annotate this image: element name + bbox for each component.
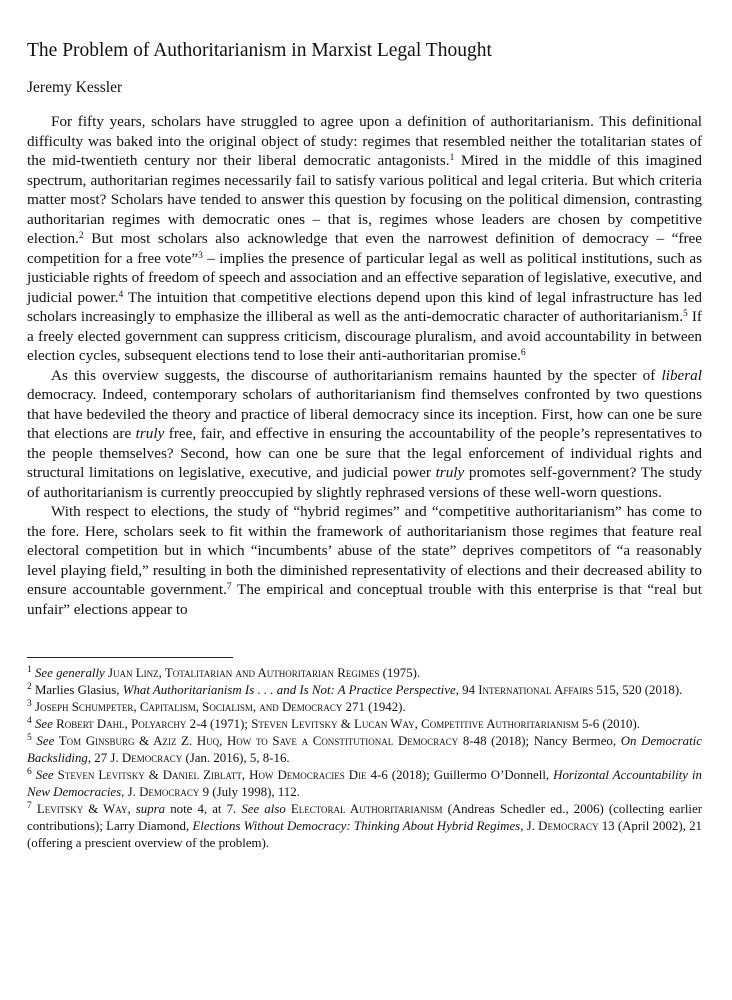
footnote-number: 3 [27, 699, 32, 709]
text-run: 8-48 (2018); Nancy Bermeo, [458, 734, 621, 748]
text-run: If a freely elected government can suppress criticism, discourage pluralism, and avoid accountability in between election cycles, subsequent elections tend to lose their anti-authoritarian promise. [27, 308, 702, 364]
text-run: 5-6 (2010). [578, 717, 640, 731]
footnote-7 [27, 801, 702, 852]
text-run: Electoral Authoritarianism [285, 802, 443, 816]
text-run: Mired in the middle of this imagined spectrum, authoritarian regimes necessarily fail to satisfy various political and legal criteria. But which criteria matter most? Scholars have tended to answer this question by focusing on the political dimension, contrasting authoritarian regimes with democratic ones – that is, regimes whose leaders are chosen by competitive election. [27, 152, 702, 247]
text-run: International Affairs [478, 683, 594, 697]
text-run: (Jan. 2016), 5, 8-16. [182, 751, 290, 765]
text-run: Robert Dahl, Polyarchy [52, 717, 187, 731]
emphasis: See [35, 768, 54, 782]
text-run: 13 (April 2002), 21 (offering a prescient overview of the problem). [27, 819, 702, 850]
text-run: – implies the presence of particular legal as well as political institutions, such as justiciable rights of freedom of speech and association and an effective separation of legislative, executive, and judicial power. [27, 249, 703, 306]
text-run: 2-4 (1971); [186, 717, 252, 731]
text-run: Steven Levitsky & Lucan Way, Competitive Authoritarianism [251, 717, 579, 731]
footnote-ref-6: 6 [520, 348, 526, 358]
text-run: The intuition that competitive elections depend upon this kind of legal infrastructure has led scholars increasingly to emphasize the illiberal as well as the anti-democratic character of authoritarianism. [27, 288, 702, 325]
emphasis: On Democratic Backsliding [27, 734, 702, 765]
emphasis: See also [241, 802, 286, 816]
footnote-number: 1 [27, 665, 32, 675]
footnote-number: 4 [27, 716, 32, 726]
footnote-2 [27, 682, 702, 699]
text-run: , J. [520, 819, 539, 833]
text-run: 9 (July 1998), 112. [199, 785, 300, 799]
emphasis: Elections Without Democracy: Thinking About Hybrid Regimes [192, 819, 521, 833]
text-run: As this overview suggests, the discourse of authoritarianism remains haunted by the specter of [51, 366, 662, 384]
body-text [27, 112, 702, 619]
emphasis: What Authoritarianism Is . . . and Is Not: A Practice Perspective [122, 683, 456, 697]
text-run: promotes self-government? The study of authoritarianism is currently preoccupied by slightly rephrased versions of these well-worn questions. [27, 464, 702, 501]
text-run: Steven Levitsky & Daniel Ziblatt, How Democracies Die [53, 768, 367, 782]
text-run: Juan Linz, Totalitarian and Authoritarian Regimes (1975). [104, 666, 421, 680]
footnote-4 [27, 716, 702, 733]
author-name: Jeremy Kessler [27, 79, 123, 96]
footnote-ref-4: 4 [118, 289, 124, 300]
emphasis: truly [435, 464, 465, 481]
footnote-ref-3: 3 [198, 250, 203, 261]
emphasis: See [36, 734, 55, 748]
text-run: With respect to elections, the study of “hybrid regimes” and “competitive authoritarianism” has come to the fore. Here, scholars seek to fit within the framework of authoritarianism those regimes that feature real electoral competition but in which “incumbents’ abuse of the state” deprives competitors of “a reasonably level playing field,” resulting in both the diminished representativity of elections and their decreased ability to ensure accountable government. [27, 503, 702, 598]
text-run: 4-6 (2018); Guillermo O’Donnell, [366, 768, 554, 782]
text-run: Marlies Glasius, [31, 683, 123, 697]
text-run: (Andreas Schedler ed., 2006) (collecting earlier contributions); Larry Diamond, [27, 802, 702, 833]
text-run: Levitsky & Way, [31, 802, 131, 816]
text-run: Democracy [139, 785, 200, 799]
footnote-6 [27, 767, 702, 801]
footnote-ref-1: 1 [449, 153, 455, 163]
footnote-number: 2 [27, 682, 32, 692]
emphasis: See [34, 717, 53, 731]
footnote-number: 6 [27, 767, 32, 777]
emphasis: liberal [661, 366, 702, 384]
text-run: note 4, at 7. [165, 802, 242, 816]
text-run: free, fair, and effective in ensuring the accountability of the people’s representatives to the people themselves? Second, how can one be sure that the legal enforcement of individual rights and structural limitations on legislative, executive, and judicial power [27, 425, 702, 481]
paper-title: The Problem of Authoritarianism in Marxist Legal Thought [27, 40, 492, 61]
footnotes [27, 665, 702, 852]
text-run: 515, 520 (2018). [593, 683, 683, 697]
text-run: democracy. Indeed, contemporary scholars of authoritarianism find themselves confronted by two questions that have bedeviled the theory and practice of liberal democracy since its inception. First, how can one be sure that elections are [27, 386, 702, 442]
text-run: Democracy [121, 751, 183, 765]
text-run: For fifty years, scholars have struggled to agree upon a definition of authoritarianism. This definitional difficulty was baked into the original object of study: regimes that resembled neither the totalitarian states of the mid-twentieth century nor their liberal democratic antagonists. [27, 113, 702, 169]
emphasis: See generally [34, 666, 105, 680]
footnote-number: 7 [27, 801, 32, 811]
footnote-number: 5 [27, 733, 32, 743]
text-run: , J. [121, 785, 140, 799]
text-run: The empirical and conceptual trouble with this enterprise is that “real but unfair” elections appear to [27, 581, 702, 618]
text-run: Tom Ginsburg & Aziz Z. Huq, How to Save a Constitutional Democracy [54, 734, 459, 748]
paragraph-1 [27, 112, 702, 366]
footnote-divider [27, 657, 233, 658]
footnote-ref-2: 2 [78, 231, 84, 241]
footnote-1 [27, 665, 702, 682]
paragraph-2 [27, 366, 702, 503]
footnote-5 [27, 733, 702, 767]
text-run: Democracy [538, 819, 599, 833]
paper-page [27, 38, 702, 852]
footnote-3 [27, 699, 702, 716]
paragraph-3 [27, 502, 702, 619]
emphasis: truly [135, 425, 165, 442]
emphasis: Horizontal Accountability in New Democracies [27, 768, 702, 799]
footnote-ref-7: 7 [226, 582, 232, 592]
text-run: , 27 J. [87, 751, 122, 765]
footnote-ref-5: 5 [683, 309, 688, 319]
emphasis: supra [130, 802, 166, 816]
text-run: , 94 [455, 683, 479, 697]
text-run: 271 (1942). [342, 700, 406, 714]
text-run: Joseph Schumpeter, Capitalism, Socialism, and Democracy [31, 700, 343, 714]
text-run: But most scholars also acknowledge that even the narrowest definition of democracy – “free competition for a free vote” [27, 230, 702, 267]
